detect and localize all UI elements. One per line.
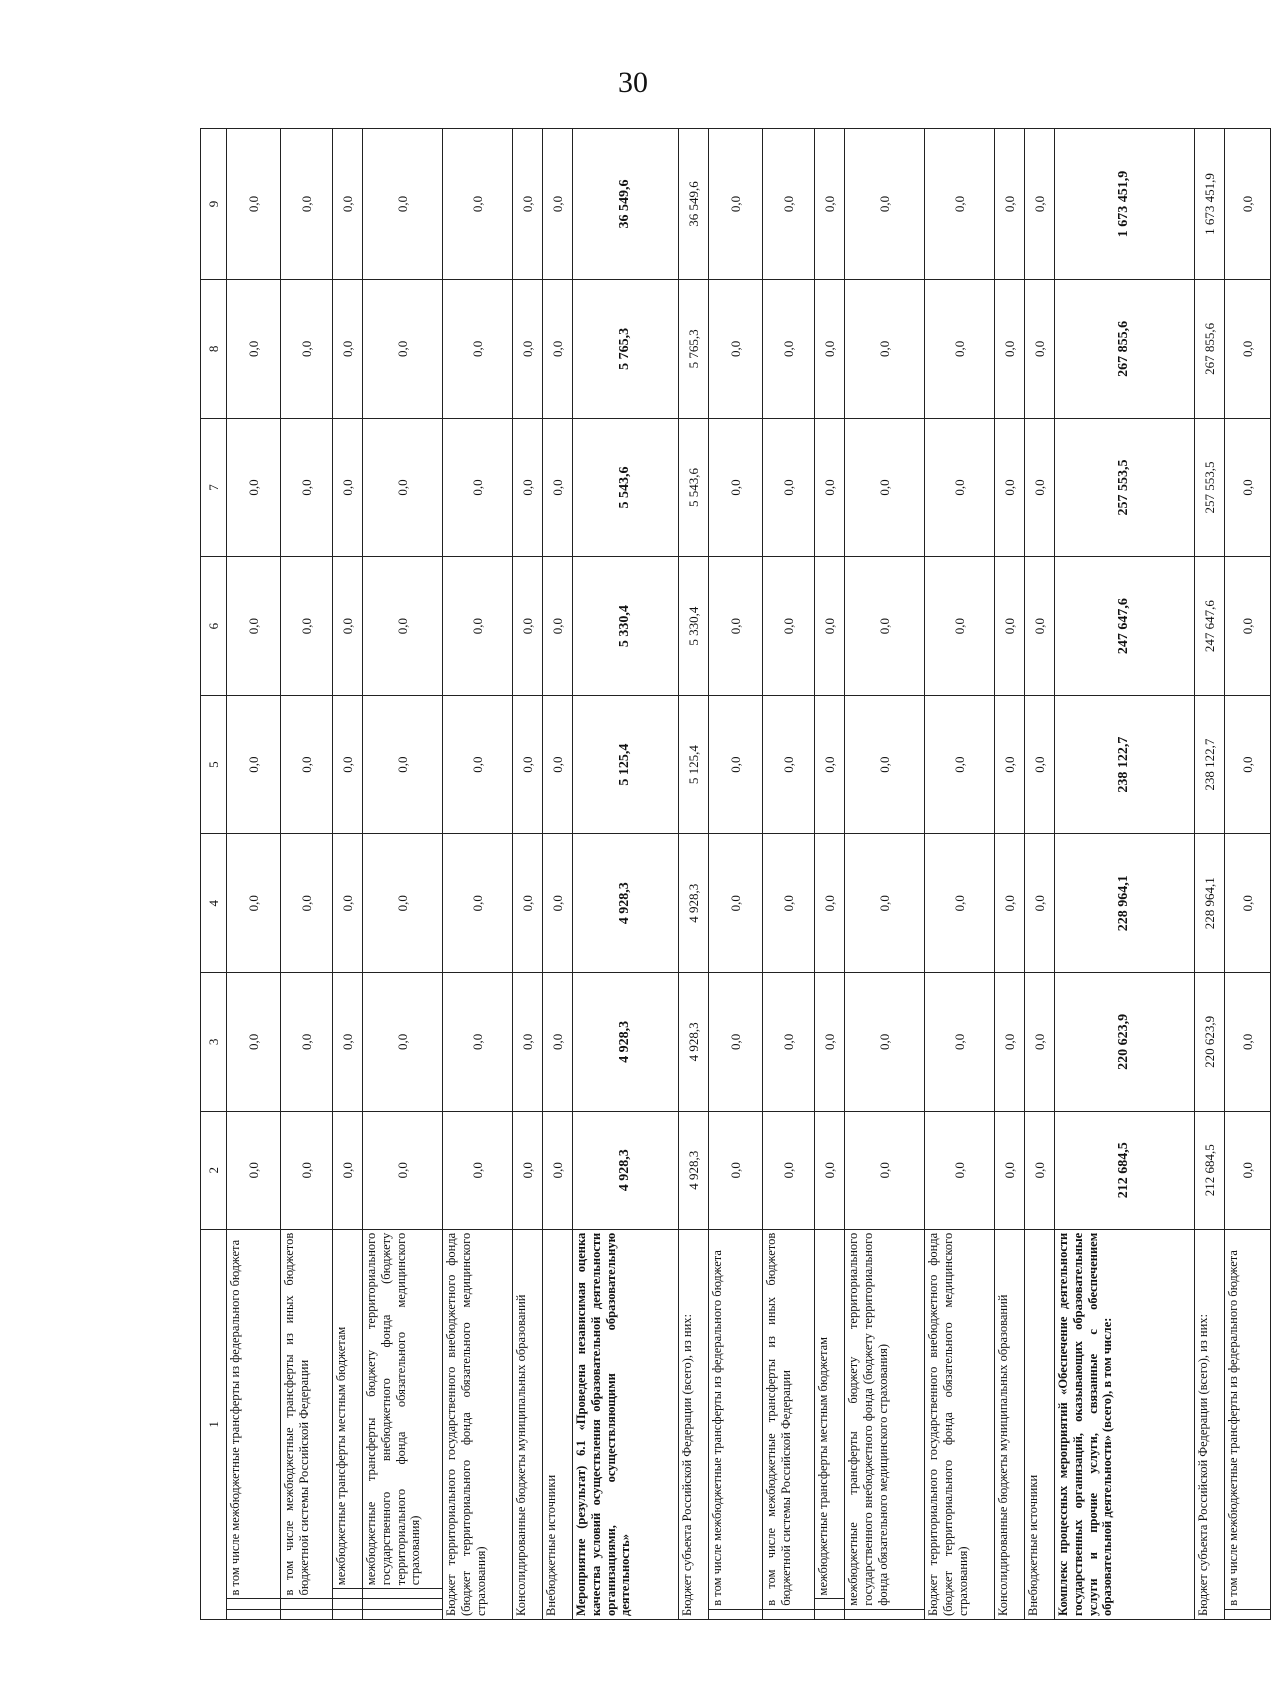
row-label: межбюджетные трансферты местным бюджетам xyxy=(815,1229,845,1599)
value-cell: 220 623,9 xyxy=(1055,973,1195,1112)
value-cell: 0,0 xyxy=(443,834,513,973)
value-cell: 0,0 xyxy=(543,418,573,557)
row-label: в том числе межбюджетные трансферты из федерального бюджета xyxy=(709,1229,763,1609)
value-cell: 0,0 xyxy=(925,129,995,280)
table-row xyxy=(1225,129,1271,1620)
value-cell: 0,0 xyxy=(543,557,573,696)
value-cell: 228 964,1 xyxy=(1055,834,1195,973)
table-row xyxy=(845,129,925,1620)
value-cell: 1 673 451,9 xyxy=(1195,129,1225,280)
value-cell: 0,0 xyxy=(227,973,281,1112)
value-cell: 0,0 xyxy=(513,557,543,696)
value-cell: 0,0 xyxy=(925,280,995,419)
value-cell: 0,0 xyxy=(845,1111,925,1229)
value-cell: 0,0 xyxy=(333,834,363,973)
value-cell: 0,0 xyxy=(995,695,1025,834)
value-cell: 0,0 xyxy=(845,280,925,419)
header-cell: 6 xyxy=(201,557,227,696)
header-cell: 9 xyxy=(201,129,227,280)
value-cell: 0,0 xyxy=(443,557,513,696)
value-cell: 0,0 xyxy=(1225,557,1271,696)
value-cell: 5 543,6 xyxy=(573,418,679,557)
value-cell: 0,0 xyxy=(281,973,333,1112)
value-cell: 0,0 xyxy=(1025,973,1055,1112)
value-cell: 0,0 xyxy=(763,418,815,557)
value-cell: 0,0 xyxy=(815,557,845,696)
value-cell: 0,0 xyxy=(925,973,995,1112)
table-row xyxy=(543,129,573,1620)
value-cell: 0,0 xyxy=(925,557,995,696)
value-cell: 212 684,5 xyxy=(1195,1111,1225,1229)
value-cell: 0,0 xyxy=(333,973,363,1112)
value-cell: 0,0 xyxy=(925,418,995,557)
value-cell: 0,0 xyxy=(443,129,513,280)
value-cell: 0,0 xyxy=(815,418,845,557)
value-cell: 0,0 xyxy=(925,695,995,834)
value-cell: 0,0 xyxy=(995,418,1025,557)
value-cell: 0,0 xyxy=(763,973,815,1112)
indent-cell xyxy=(333,1589,363,1599)
value-cell: 0,0 xyxy=(513,834,543,973)
value-cell: 0,0 xyxy=(281,834,333,973)
value-cell: 0,0 xyxy=(709,418,763,557)
value-cell: 238 122,7 xyxy=(1195,695,1225,834)
value-cell: 0,0 xyxy=(443,280,513,419)
rotated-table-container xyxy=(200,128,1255,1620)
header-cell: 1 xyxy=(201,1229,227,1619)
indent-cell xyxy=(1225,1609,1271,1619)
table-row xyxy=(815,129,845,1620)
value-cell: 0,0 xyxy=(363,834,443,973)
value-cell: 0,0 xyxy=(227,418,281,557)
value-cell: 0,0 xyxy=(513,973,543,1112)
table-row xyxy=(925,129,995,1620)
indent-cell xyxy=(227,1599,281,1609)
value-cell: 0,0 xyxy=(995,973,1025,1112)
value-cell: 0,0 xyxy=(363,973,443,1112)
budget-table xyxy=(200,128,1271,1620)
value-cell: 36 549,6 xyxy=(573,129,679,280)
value-cell: 0,0 xyxy=(333,695,363,834)
value-cell: 0,0 xyxy=(443,695,513,834)
value-cell: 267 855,6 xyxy=(1195,280,1225,419)
value-cell: 0,0 xyxy=(763,557,815,696)
value-cell: 0,0 xyxy=(709,129,763,280)
value-cell: 0,0 xyxy=(995,834,1025,973)
value-cell: 0,0 xyxy=(709,1111,763,1229)
value-cell: 0,0 xyxy=(281,418,333,557)
value-cell: 0,0 xyxy=(227,129,281,280)
value-cell: 4 928,3 xyxy=(573,1111,679,1229)
row-label: в том числе межбюджетные трансферты из иных бюджетов бюджетной системы Российской Федерации xyxy=(281,1229,333,1599)
value-cell: 0,0 xyxy=(925,834,995,973)
indent-cell xyxy=(815,1599,845,1609)
table-row xyxy=(995,129,1025,1620)
value-cell: 0,0 xyxy=(1025,418,1055,557)
value-cell: 0,0 xyxy=(227,1111,281,1229)
table-row xyxy=(443,129,513,1620)
row-label: Внебюджетные источники xyxy=(1025,1229,1055,1619)
row-label: Комплекс процессных мероприятий «Обеспечение деятельности государственных организаций, оказывающих образовательные услуги и прочие услуги, связанные с обеспечением образовательной деятельности» (всего), в том числе: xyxy=(1055,1229,1195,1619)
table-row xyxy=(281,129,333,1620)
value-cell: 267 855,6 xyxy=(1055,280,1195,419)
indent-cell xyxy=(845,1609,925,1619)
value-cell: 0,0 xyxy=(1225,1111,1271,1229)
indent-cell xyxy=(227,1609,281,1619)
row-label: в том числе межбюджетные трансферты из иных бюджетов бюджетной системы Российской Федерации xyxy=(763,1229,815,1609)
value-cell: 0,0 xyxy=(763,1111,815,1229)
table-row xyxy=(763,129,815,1620)
value-cell: 0,0 xyxy=(281,280,333,419)
table-row xyxy=(513,129,543,1620)
header-cell: 7 xyxy=(201,418,227,557)
row-label: в том числе межбюджетные трансферты из федерального бюджета xyxy=(227,1229,281,1599)
value-cell: 4 928,3 xyxy=(679,1111,709,1229)
value-cell: 0,0 xyxy=(363,280,443,419)
row-label: Консолидированные бюджеты муниципальных образований xyxy=(513,1229,543,1619)
value-cell: 0,0 xyxy=(1025,695,1055,834)
value-cell: 0,0 xyxy=(227,834,281,973)
row-label: Внебюджетные источники xyxy=(543,1229,573,1619)
value-cell: 247 647,6 xyxy=(1195,557,1225,696)
value-cell: 5 330,4 xyxy=(679,557,709,696)
value-cell: 0,0 xyxy=(543,280,573,419)
value-cell: 0,0 xyxy=(543,973,573,1112)
value-cell: 0,0 xyxy=(333,557,363,696)
indent-cell xyxy=(763,1609,815,1619)
table-row xyxy=(363,129,443,1620)
table-row xyxy=(1195,129,1225,1620)
value-cell: 0,0 xyxy=(1225,834,1271,973)
value-cell: 0,0 xyxy=(709,557,763,696)
header-cell: 3 xyxy=(201,973,227,1112)
value-cell: 0,0 xyxy=(281,129,333,280)
value-cell: 0,0 xyxy=(925,1111,995,1229)
indent-cell xyxy=(333,1599,363,1609)
table-row xyxy=(1055,129,1195,1620)
value-cell: 0,0 xyxy=(815,834,845,973)
header-row xyxy=(201,129,227,1620)
indent-cell xyxy=(363,1589,443,1599)
value-cell: 212 684,5 xyxy=(1055,1111,1195,1229)
indent-cell xyxy=(333,1609,363,1619)
value-cell: 0,0 xyxy=(709,973,763,1112)
value-cell: 0,0 xyxy=(995,280,1025,419)
value-cell: 0,0 xyxy=(543,834,573,973)
value-cell: 0,0 xyxy=(1225,280,1271,419)
value-cell: 0,0 xyxy=(845,695,925,834)
value-cell: 0,0 xyxy=(845,418,925,557)
value-cell: 0,0 xyxy=(1225,973,1271,1112)
indent-cell xyxy=(281,1609,333,1619)
value-cell: 5 765,3 xyxy=(679,280,709,419)
value-cell: 5 330,4 xyxy=(573,557,679,696)
header-cell: 8 xyxy=(201,280,227,419)
value-cell: 0,0 xyxy=(443,973,513,1112)
value-cell: 0,0 xyxy=(995,1111,1025,1229)
value-cell: 4 928,3 xyxy=(573,834,679,973)
value-cell: 238 122,7 xyxy=(1055,695,1195,834)
value-cell: 4 928,3 xyxy=(573,973,679,1112)
table-row xyxy=(573,129,679,1620)
header-cell: 5 xyxy=(201,695,227,834)
table-row xyxy=(333,129,363,1620)
value-cell: 0,0 xyxy=(227,557,281,696)
value-cell: 0,0 xyxy=(363,1111,443,1229)
value-cell: 0,0 xyxy=(281,695,333,834)
table-row xyxy=(227,129,281,1620)
value-cell: 0,0 xyxy=(1025,280,1055,419)
value-cell: 0,0 xyxy=(709,280,763,419)
value-cell: 0,0 xyxy=(815,1111,845,1229)
value-cell: 4 928,3 xyxy=(679,973,709,1112)
row-label: Бюджет территориального государственного внебюджетного фонда (бюджет территориального фонда обязательного медицинского страхования) xyxy=(443,1229,513,1619)
value-cell: 0,0 xyxy=(845,973,925,1112)
value-cell: 247 647,6 xyxy=(1055,557,1195,696)
value-cell: 0,0 xyxy=(845,834,925,973)
value-cell: 0,0 xyxy=(363,557,443,696)
value-cell: 4 928,3 xyxy=(679,834,709,973)
value-cell: 36 549,6 xyxy=(679,129,709,280)
value-cell: 0,0 xyxy=(513,129,543,280)
value-cell: 0,0 xyxy=(1025,834,1055,973)
value-cell: 0,0 xyxy=(333,280,363,419)
value-cell: 0,0 xyxy=(763,280,815,419)
value-cell: 5 543,6 xyxy=(679,418,709,557)
value-cell: 0,0 xyxy=(281,557,333,696)
row-label: в том числе межбюджетные трансферты из федерального бюджета xyxy=(1225,1229,1271,1609)
value-cell: 0,0 xyxy=(815,280,845,419)
value-cell: 0,0 xyxy=(815,129,845,280)
value-cell: 0,0 xyxy=(845,557,925,696)
row-label: Бюджет субъекта Российской Федерации (всего), из них: xyxy=(679,1229,709,1619)
row-label: Бюджет субъекта Российской Федерации (всего), из них: xyxy=(1195,1229,1225,1619)
value-cell: 0,0 xyxy=(333,1111,363,1229)
value-cell: 0,0 xyxy=(227,280,281,419)
value-cell: 0,0 xyxy=(363,418,443,557)
indent-cell xyxy=(281,1599,333,1609)
value-cell: 5 765,3 xyxy=(573,280,679,419)
header-cell: 4 xyxy=(201,834,227,973)
value-cell: 0,0 xyxy=(1225,418,1271,557)
table-row xyxy=(679,129,709,1620)
value-cell: 0,0 xyxy=(443,1111,513,1229)
row-label: Бюджет территориального государственного внебюджетного фонда (бюджет территориального фонда обязательного медицинского страхования) xyxy=(925,1229,995,1619)
row-label: Консолидированные бюджеты муниципальных образований xyxy=(995,1229,1025,1619)
value-cell: 0,0 xyxy=(815,973,845,1112)
value-cell: 0,0 xyxy=(227,695,281,834)
value-cell: 0,0 xyxy=(815,695,845,834)
value-cell: 0,0 xyxy=(763,834,815,973)
value-cell: 0,0 xyxy=(1025,129,1055,280)
value-cell: 0,0 xyxy=(543,695,573,834)
value-cell: 0,0 xyxy=(513,1111,543,1229)
value-cell: 0,0 xyxy=(543,129,573,280)
value-cell: 0,0 xyxy=(1225,129,1271,280)
indent-cell xyxy=(363,1609,443,1619)
value-cell: 0,0 xyxy=(333,418,363,557)
row-label: межбюджетные трансферты бюджету территориального государственного внебюджетного фонда (бюджету территориального фонда обязательного медицинского страхования) xyxy=(845,1229,925,1609)
value-cell: 5 125,4 xyxy=(573,695,679,834)
value-cell: 257 553,5 xyxy=(1055,418,1195,557)
value-cell: 0,0 xyxy=(443,418,513,557)
value-cell: 0,0 xyxy=(709,695,763,834)
indent-cell xyxy=(815,1609,845,1619)
value-cell: 1 673 451,9 xyxy=(1055,129,1195,280)
value-cell: 220 623,9 xyxy=(1195,973,1225,1112)
value-cell: 0,0 xyxy=(333,129,363,280)
value-cell: 0,0 xyxy=(1025,557,1055,696)
value-cell: 0,0 xyxy=(513,695,543,834)
value-cell: 0,0 xyxy=(709,834,763,973)
value-cell: 228 964,1 xyxy=(1195,834,1225,973)
value-cell: 0,0 xyxy=(763,129,815,280)
indent-cell xyxy=(709,1609,763,1619)
header-cell: 2 xyxy=(201,1111,227,1229)
indent-cell xyxy=(363,1599,443,1609)
row-label: межбюджетные трансферты бюджету территориального государственного внебюджетного фонда (бюджету территориального фонда обязательного медицинского страхования) xyxy=(363,1229,443,1588)
value-cell: 0,0 xyxy=(513,280,543,419)
value-cell: 0,0 xyxy=(995,557,1025,696)
value-cell: 0,0 xyxy=(1025,1111,1055,1229)
row-label: межбюджетные трансферты местным бюджетам xyxy=(333,1229,363,1588)
value-cell: 0,0 xyxy=(363,695,443,834)
value-cell: 257 553,5 xyxy=(1195,418,1225,557)
value-cell: 0,0 xyxy=(763,695,815,834)
table-row xyxy=(709,129,763,1620)
value-cell: 0,0 xyxy=(845,129,925,280)
value-cell: 0,0 xyxy=(543,1111,573,1229)
value-cell: 5 125,4 xyxy=(679,695,709,834)
value-cell: 0,0 xyxy=(513,418,543,557)
page-number: 30 xyxy=(618,66,648,99)
value-cell: 0,0 xyxy=(281,1111,333,1229)
value-cell: 0,0 xyxy=(1225,695,1271,834)
row-label: Мероприятие (результат) 6.1 «Проведена независимая оценка качества условий осуществления образовательной деятельности организациями, осуществляющими образовательную деятельность» xyxy=(573,1229,679,1619)
table-row xyxy=(1025,129,1055,1620)
value-cell: 0,0 xyxy=(995,129,1025,280)
value-cell: 0,0 xyxy=(363,129,443,280)
